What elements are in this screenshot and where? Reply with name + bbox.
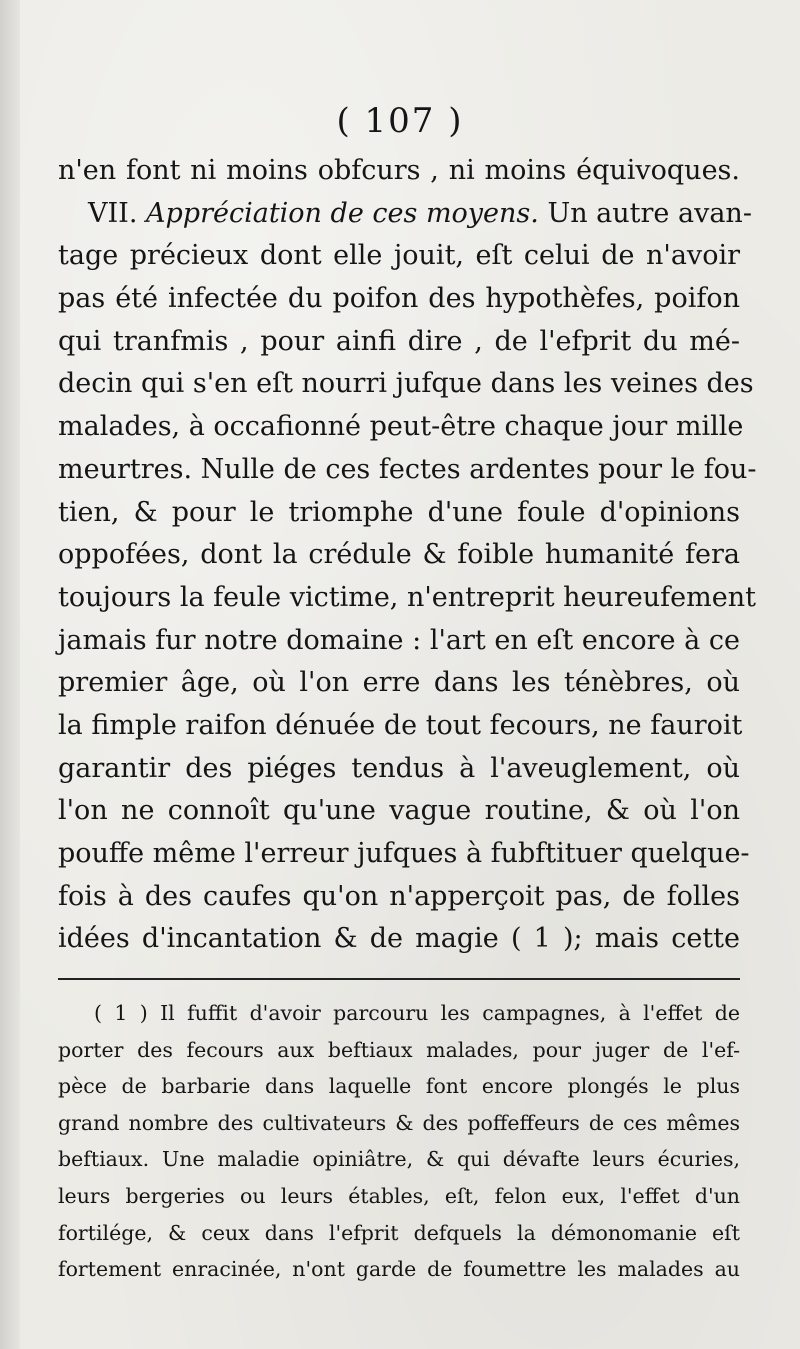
- body-line-5: qui tranfmis , pour ainfi dire , de l'efprit du mé-: [58, 325, 740, 357]
- body-line-3: tage précieux dont elle jouit, eſt celui de n'avoir: [58, 240, 740, 272]
- footnote-line-1: ( 1 ) Il fuffit d'avoir parcouru les campagnes, à l'effet de: [94, 1001, 740, 1025]
- body-line-15: garantir des piéges tendus à l'aveuglement, où: [58, 752, 740, 784]
- body-text: [58, 150, 757, 961]
- footnote-divider: [58, 978, 740, 980]
- body-line-12: jamais fur notre domaine : l'art en eſt encore à ce: [58, 624, 740, 656]
- footnote: [58, 995, 740, 1288]
- body-line-11: toujours la feule victime, n'entreprit heureufement: [58, 581, 756, 613]
- body-line-18: fois à des caufes qu'on n'apperçoit pas, de folles: [58, 880, 740, 912]
- footnote-line-7: fortilége, & ceux dans l'efprit defquels la démonomanie eſt: [58, 1220, 740, 1245]
- section-number: VII.: [88, 197, 138, 229]
- footnote-line-3: pèce de barbarie dans laquelle font encore plongés le plus: [58, 1074, 740, 1099]
- page-number: ( 107 ): [336, 101, 464, 141]
- footnote-line-4: grand nombre des cultivateurs & des poffeffeurs de ces mêmes: [58, 1110, 740, 1135]
- page-edge-shadow: [0, 0, 20, 1349]
- section-heading-part-2: moyens.: [425, 197, 539, 229]
- footnote-line-6: leurs bergeries ou leurs étables, eſt, felon eux, l'effet d'un: [58, 1183, 740, 1208]
- body-line-17: pouffe même l'erreur jufques à fubftituer quelque-: [58, 838, 750, 869]
- body-line-7: malades, à occafionné peut-être chaque jour mille: [58, 411, 744, 443]
- section-heading: [146, 198, 539, 229]
- footnote-line-5: beftiaux. Une maladie opiniâtre, & qui dévafte leurs écuries,: [58, 1147, 740, 1172]
- body-line-1: n'en font ni moins obfcurs , ni moins équivoques.: [58, 155, 740, 186]
- body-line-14: la fimple raifon dénuée de tout fecours, ne fauroit: [58, 709, 743, 741]
- section-heading-part-1: Appréciation de ces: [146, 197, 418, 229]
- footnote-line-8: fortement enracinée, n'ont garde de foumettre les malades au: [58, 1257, 740, 1282]
- footnote-line-2: porter des fecours aux beftiaux malades, pour juger de l'ef-: [58, 1037, 740, 1062]
- body-line-13: premier âge, où l'on erre dans les ténèbres, où: [58, 667, 740, 699]
- body-line-4: pas été infectée du poifon des hypothèfes, poifon: [58, 283, 740, 315]
- body-line-16: l'on ne connoît qu'une vague routine, & où l'on: [58, 795, 740, 827]
- body-line-8: meurtres. Nulle de ces fectes ardentes pour le fou-: [58, 453, 757, 485]
- body-line-9: tien, & pour le triomphe d'une foule d'opinions: [58, 496, 740, 528]
- body-line-2: [58, 193, 752, 236]
- body-line-2-text: Un autre avan-: [547, 197, 752, 229]
- body-line-6: decin qui s'en eſt nourri jufque dans les veines des: [58, 368, 754, 400]
- body-line-19: idées d'incantation & de magie ( 1 ); mais cette: [58, 923, 740, 955]
- body-line-10: oppofées, dont la crédule & foible humanité fera: [58, 539, 740, 571]
